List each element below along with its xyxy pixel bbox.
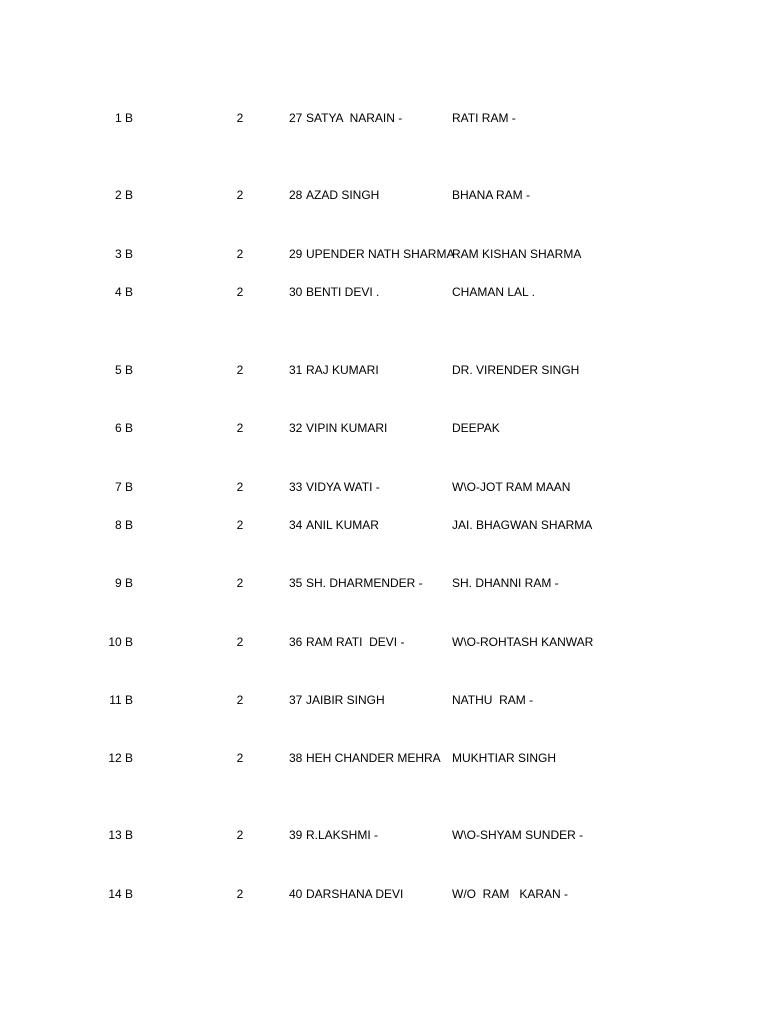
relative-name-cell: MUKHTIAR SINGH: [452, 751, 557, 765]
table-row: [0, 692, 768, 708]
relative-name-cell: NATHU RAM -: [452, 693, 534, 707]
member-name-cell: DARSHANA DEVI: [306, 887, 404, 901]
relative-name-cell: W\O-JOT RAM MAAN: [452, 480, 571, 494]
group-cell: 2: [236, 693, 244, 707]
relative-name-cell: W/O RAM KARAN -: [452, 887, 569, 901]
group-cell: 2: [236, 828, 244, 842]
relative-name-cell: SH. DHANNI RAM -: [452, 576, 559, 590]
table-row: [0, 187, 768, 203]
relative-name-cell: RAM KISHAN SHARMA: [452, 247, 582, 261]
member-number-cell: 34: [289, 518, 303, 532]
member-number-cell: 38: [289, 751, 303, 765]
member-name-cell: UPENDER NATH SHARMA: [306, 247, 455, 261]
member-name-cell: RAM RATI DEVI -: [306, 635, 405, 649]
serial-cell: 11 B: [109, 693, 133, 707]
serial-cell: 12 B: [108, 751, 133, 765]
table-row: [0, 246, 768, 262]
member-name-cell: AZAD SINGH: [306, 188, 380, 202]
table-row: [0, 517, 768, 533]
table-row: [0, 362, 768, 378]
member-name-cell: SATYA NARAIN -: [306, 111, 403, 125]
member-name-cell: VIDYA WATI -: [306, 480, 380, 494]
relative-name-cell: RATI RAM -: [452, 111, 516, 125]
serial-cell: 8 B: [114, 518, 133, 532]
member-number-cell: 32: [289, 421, 303, 435]
member-number-cell: 27: [289, 111, 303, 125]
group-cell: 2: [236, 363, 244, 377]
member-name-cell: RAJ KUMARI: [306, 363, 379, 377]
member-name-cell: SH. DHARMENDER -: [306, 576, 423, 590]
serial-cell: 2 B: [114, 188, 133, 202]
table-row: [0, 634, 768, 650]
member-name-cell: R.LAKSHMI -: [306, 828, 379, 842]
member-number-cell: 40: [289, 887, 303, 901]
serial-cell: 6 B: [114, 421, 133, 435]
relative-name-cell: CHAMAN LAL .: [452, 285, 535, 299]
member-number-cell: 31: [289, 363, 303, 377]
serial-cell: 7 B: [114, 480, 133, 494]
group-cell: 2: [236, 751, 244, 765]
relative-name-cell: DEEPAK: [452, 421, 500, 435]
group-cell: 2: [236, 285, 244, 299]
table-row: [0, 575, 768, 591]
relative-name-cell: W\O-SHYAM SUNDER -: [452, 828, 584, 842]
group-cell: 2: [236, 480, 244, 494]
relative-name-cell: JAI. BHAGWAN SHARMA: [452, 518, 593, 532]
table-row: [0, 886, 768, 902]
serial-cell: 3 B: [114, 247, 133, 261]
group-cell: 2: [236, 188, 244, 202]
member-number-cell: 39: [289, 828, 303, 842]
table-row: [0, 284, 768, 300]
group-cell: 2: [236, 111, 244, 125]
member-number-cell: 37: [289, 693, 303, 707]
table-row: [0, 750, 768, 766]
member-name-cell: HEH CHANDER MEHRA: [306, 751, 441, 765]
member-number-cell: 28: [289, 188, 303, 202]
member-number-cell: 36: [289, 635, 303, 649]
member-name-cell: BENTI DEVI .: [306, 285, 380, 299]
relative-name-cell: W\O-ROHTASH KANWAR: [452, 635, 594, 649]
serial-cell: 5 B: [114, 363, 133, 377]
table-row: [0, 479, 768, 495]
member-name-cell: JAIBIR SINGH: [306, 693, 385, 707]
serial-cell: 4 B: [114, 285, 133, 299]
table-row: [0, 420, 768, 436]
serial-cell: 9 B: [114, 576, 133, 590]
group-cell: 2: [236, 421, 244, 435]
serial-cell: 14 B: [108, 887, 133, 901]
group-cell: 2: [236, 887, 244, 901]
table-row: [0, 110, 768, 126]
member-number-cell: 35: [289, 576, 303, 590]
group-cell: 2: [236, 635, 244, 649]
serial-cell: 1 B: [114, 111, 133, 125]
member-name-cell: ANIL KUMAR: [306, 518, 379, 532]
serial-cell: 13 B: [108, 828, 133, 842]
group-cell: 2: [236, 576, 244, 590]
relative-name-cell: DR. VIRENDER SINGH: [452, 363, 580, 377]
table-row: [0, 827, 768, 843]
relative-name-cell: BHANA RAM -: [452, 188, 531, 202]
member-number-cell: 33: [289, 480, 303, 494]
member-number-cell: 30: [289, 285, 303, 299]
group-cell: 2: [236, 247, 244, 261]
group-cell: 2: [236, 518, 244, 532]
member-name-cell: VIPIN KUMARI: [306, 421, 388, 435]
serial-cell: 10 B: [108, 635, 133, 649]
member-number-cell: 29: [289, 247, 303, 261]
